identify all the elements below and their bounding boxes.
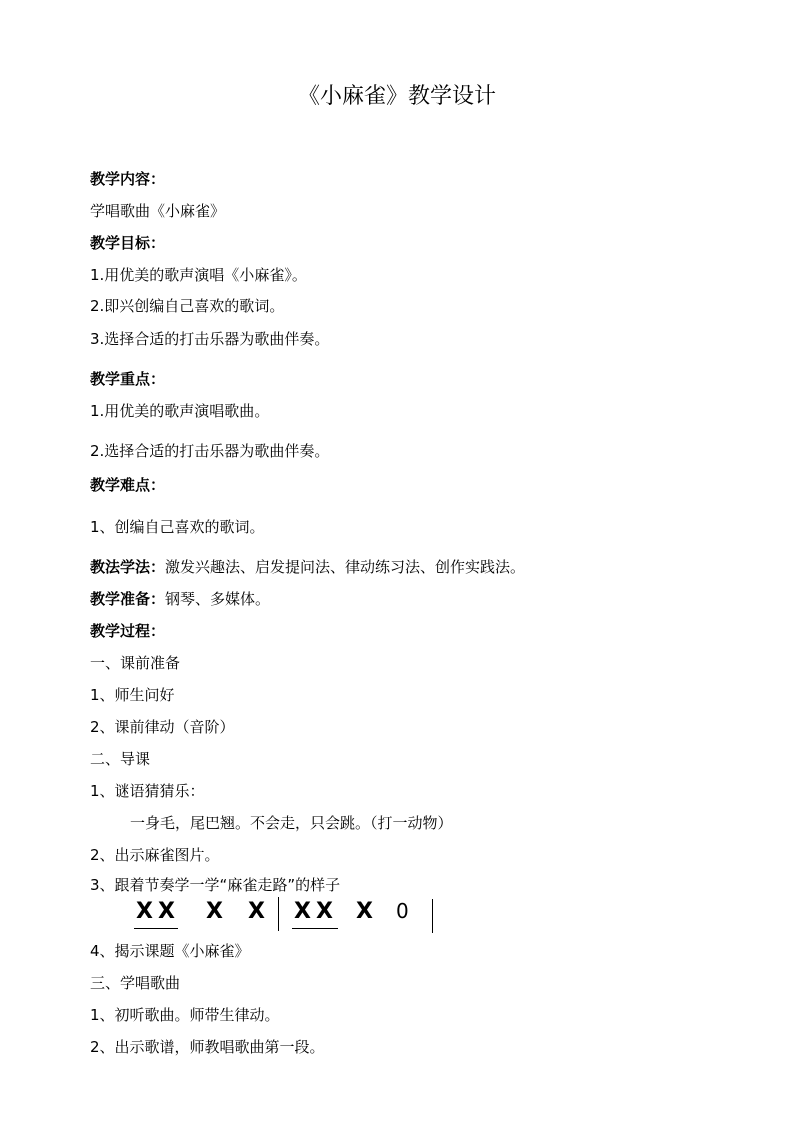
- beam-line: [292, 928, 338, 929]
- heading-goals: 教学目标：: [90, 234, 166, 252]
- rhythm-symbol: X: [316, 899, 333, 924]
- bar-line: [432, 899, 433, 933]
- section-1-title: 一、课前准备: [90, 654, 181, 672]
- key-point-1: 1.用优美的歌声演唱歌曲。: [90, 402, 270, 420]
- process-item: 1、初听歌曲。师带生律动。: [90, 1006, 280, 1024]
- beam-line: [134, 928, 178, 929]
- section-2-title: 二、导课: [90, 750, 151, 768]
- goal-item-3: 3.选择合适的打击乐器为歌曲伴奏。: [90, 330, 330, 348]
- heading-process: 教学过程：: [90, 622, 166, 640]
- process-item: 2、出示歌谱，师教唱歌曲第一段。: [90, 1038, 325, 1056]
- methods-label: 教法学法：: [90, 558, 166, 576]
- riddle-text: 一身毛，尾巴翘。不会走，只会跳。（打一动物）: [130, 814, 453, 832]
- rhythm-symbol: X: [206, 899, 223, 924]
- bar-line: [278, 897, 279, 931]
- difficulty-item-1: 1、创编自己喜欢的歌词。: [90, 518, 265, 536]
- page-title: 《小麻雀》教学设计: [297, 84, 496, 109]
- rhythm-notation: [130, 895, 450, 935]
- process-item: 2、出示麻雀图片。: [90, 846, 220, 864]
- heading-key-points: 教学重点：: [90, 370, 166, 388]
- preparation-line: [90, 588, 270, 610]
- goal-item-2: 2.即兴创编自己喜欢的歌词。: [90, 297, 285, 315]
- rhythm-symbol: X: [356, 899, 373, 924]
- preparation-text: 钢琴、多媒体。: [165, 590, 271, 608]
- section-3-title: 三、学唱歌曲: [90, 974, 181, 992]
- rhythm-symbol: X: [248, 899, 265, 924]
- process-item: 3、跟着节奏学一学“麻雀走路”的样子: [90, 876, 341, 894]
- heading-content: 教学内容：: [90, 170, 166, 188]
- process-item: 2、课前律动（音阶）: [90, 718, 235, 736]
- preparation-label: 教学准备：: [90, 590, 166, 608]
- process-item: 1、谜语猜猜乐：: [90, 782, 205, 800]
- rhythm-symbol: X: [158, 899, 175, 924]
- heading-difficulties: 教学难点：: [90, 476, 166, 494]
- process-item: 1、师生问好: [90, 686, 175, 704]
- key-point-2: 2.选择合适的打击乐器为歌曲伴奏。: [90, 442, 330, 460]
- methods-text: 激发兴趣法、启发提问法、律动练习法、创作实践法。: [165, 558, 526, 576]
- rhythm-symbol: X: [136, 899, 153, 924]
- process-item: 4、揭示课题《小麻雀》: [90, 942, 250, 960]
- goal-item-1: 1.用优美的歌声演唱《小麻雀》。: [90, 266, 307, 284]
- content-text: 学唱歌曲《小麻雀》: [90, 202, 226, 220]
- rhythm-rest: 0: [396, 899, 409, 923]
- methods-line: [90, 556, 525, 578]
- rhythm-symbol: X: [294, 899, 311, 924]
